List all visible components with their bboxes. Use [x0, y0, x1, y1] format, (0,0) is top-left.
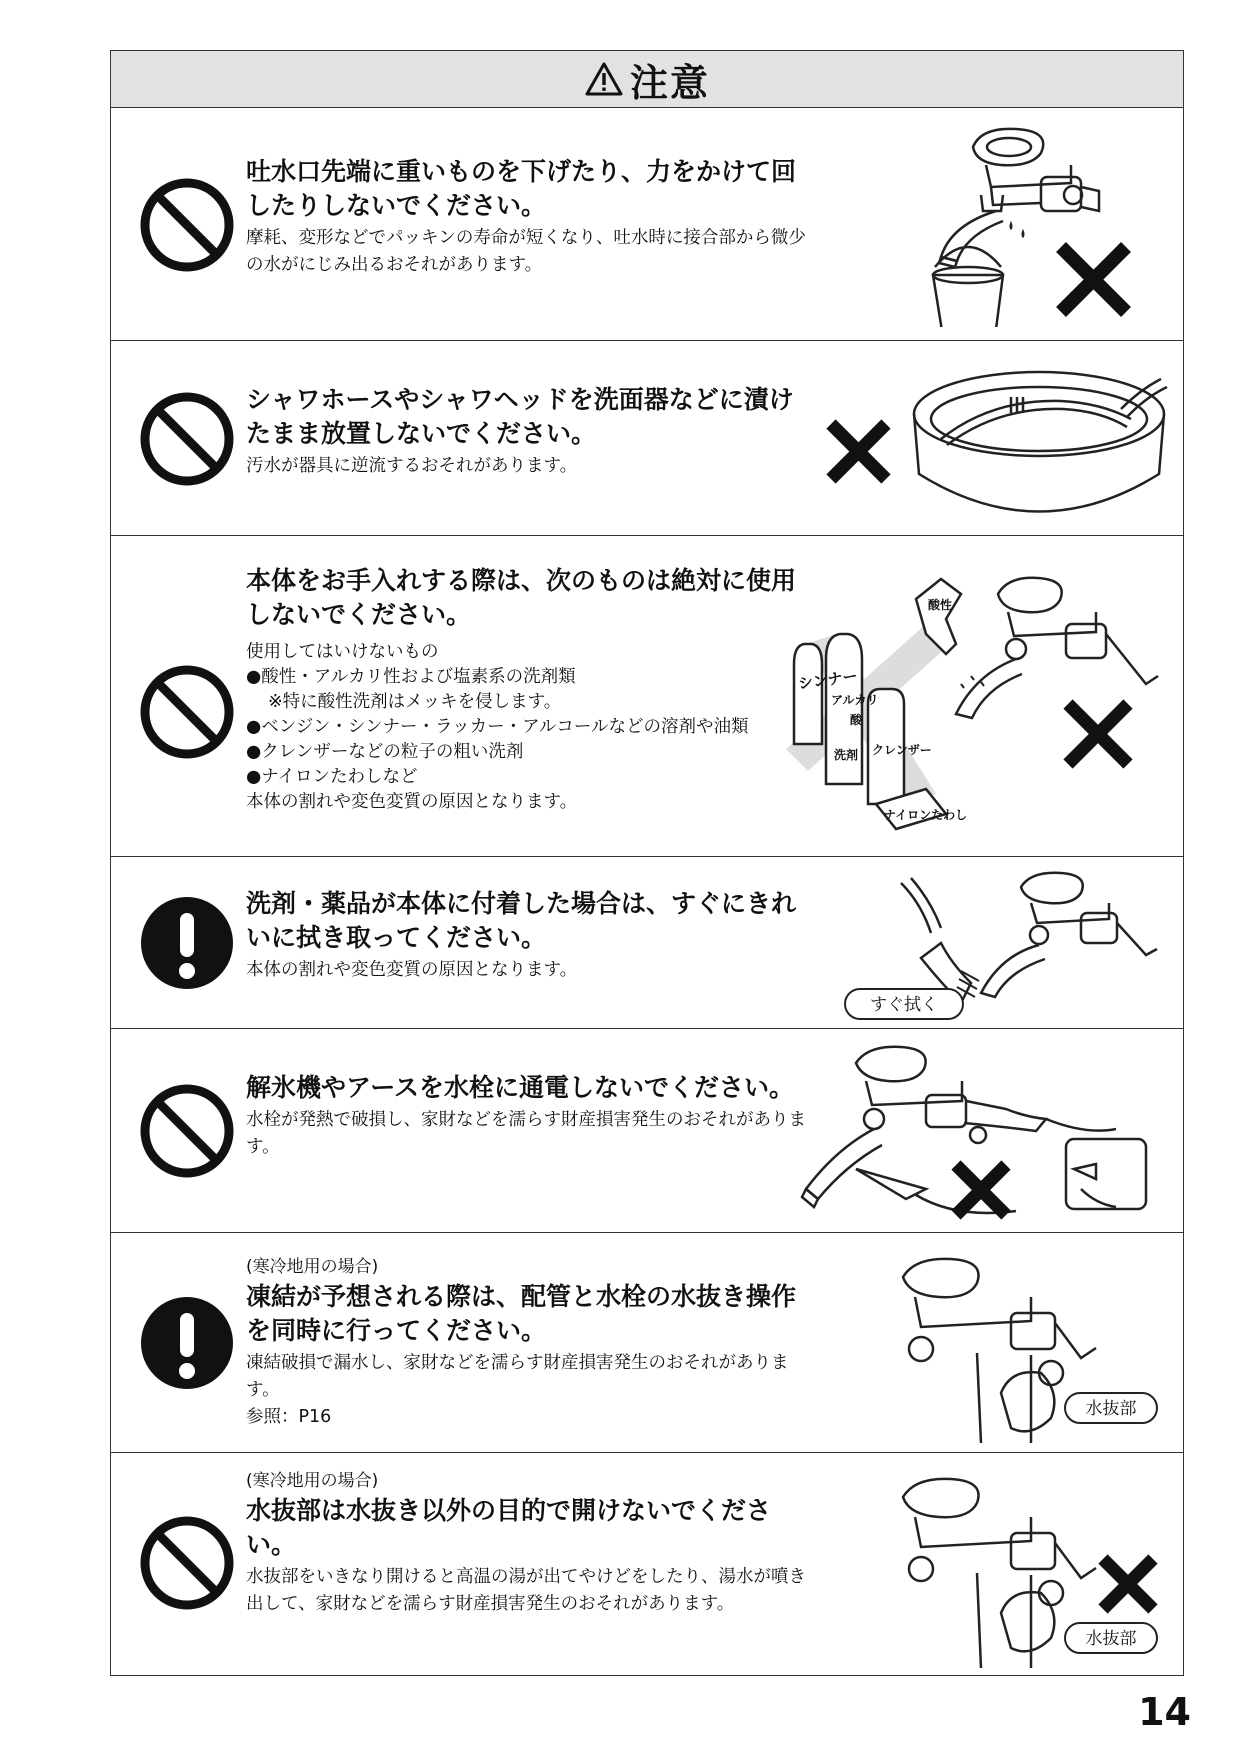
page-number: 14	[1138, 1690, 1191, 1734]
wipe-faucet-illustration	[841, 863, 1171, 1023]
caution-header	[111, 51, 1183, 108]
drain-valve-tag: 水抜部	[1085, 1399, 1137, 1419]
drain-valve-illustration	[881, 1243, 1171, 1443]
list-note: ※特に酸性洗剤はメッキを侵します。	[268, 692, 562, 712]
nylon-scrubber-label: ナイロンたわし	[884, 808, 968, 822]
caution-item-4	[111, 857, 1183, 1029]
item-note: 本体の割れや変色変質の原因となります。	[246, 960, 578, 980]
prohibition-icon	[139, 1083, 235, 1179]
caution-frame	[110, 50, 1184, 1676]
list-intro: 使用してはいけないもの	[246, 642, 439, 662]
item-note: 汚水が器具に逆流するおそれがあります。	[246, 456, 578, 476]
mandatory-action-icon	[139, 1295, 235, 1391]
warning-triangle-icon	[584, 61, 624, 97]
faucet-with-bucket-illustration	[921, 117, 1171, 327]
item-heading: 凍結が予想される際は、配管と水栓の水抜き操作を同時に行ってください。	[246, 1282, 797, 1345]
caution-item-3	[111, 536, 1183, 857]
mandatory-action-icon	[139, 895, 235, 991]
caution-item-7	[111, 1453, 1183, 1677]
caution-item-6	[111, 1233, 1183, 1453]
prohibition-icon	[139, 664, 235, 760]
item-note: 水栓が発熱で破損し、家財などを濡らす財産損害発生のおそれがあります。	[246, 1110, 806, 1157]
prohibition-icon	[139, 391, 235, 487]
shower-hose-in-basin-illustration	[801, 359, 1171, 529]
list-item: ●酸性・アルカリ性および塩素系の洗剤類	[246, 667, 576, 687]
forbidden-cleaners-illustration	[776, 564, 1171, 834]
cold-region-note: (寒冷地用の場合)	[246, 1257, 379, 1277]
prohibition-icon	[139, 1515, 235, 1611]
item-note: 摩耗、変形などでパッキンの寿命が短くなり、吐水時に接合部から微少の水がにじみ出るおそれがあります。	[246, 228, 806, 275]
item-heading: 吐水口先端に重いものを下げたり、力をかけて回したりしないでください。	[246, 157, 797, 220]
page-reference: 参照：P16	[246, 1407, 332, 1427]
item-note: 凍結破損で漏水し、家財などを濡らす財産損害発生のおそれがあります。	[246, 1353, 789, 1400]
alkali-label: アルカリ	[831, 693, 879, 707]
item-note: 水抜部をいきなり開けると高温の湯が出てやけどをしたり、湯水が噴き出して、家財などを濡らす財産損害発生のおそれがあります。	[246, 1567, 806, 1614]
list-item: ●クレンザーなどの粒子の粗い洗剤	[246, 742, 524, 762]
item-heading: 洗剤・薬品が本体に付着した場合は、すぐにきれいに拭き取ってください。	[246, 889, 797, 952]
list-item: ●ベンジン・シンナー・ラッカー・アルコールなどの溶剤や油類	[246, 717, 749, 737]
item-heading: 水抜部は水抜き以外の目的で開けないでください。	[246, 1496, 772, 1559]
acid-label: 酸	[850, 713, 863, 727]
thinner-label: シンナー	[797, 666, 859, 693]
cleanser-label: クレンザー	[872, 743, 932, 757]
item-heading: シャワホースやシャワヘッドを洗面器などに漬けたまま放置しないでください。	[246, 385, 794, 448]
item-heading: 解氷機やアースを水栓に通電しないでください。	[246, 1073, 795, 1102]
acid-bottle-label: 酸性	[928, 598, 953, 612]
deicer-clamp-illustration	[796, 1039, 1171, 1229]
list-item: ●ナイロンたわしなど	[246, 767, 418, 787]
cold-region-note: (寒冷地用の場合)	[246, 1471, 379, 1491]
caution-title: 注意	[629, 60, 710, 105]
detergent-label: 洗剤	[834, 748, 859, 762]
item-note: 本体の割れや変色変質の原因となります。	[246, 792, 578, 812]
caution-item-2	[111, 341, 1183, 536]
drain-valve-prohibited-illustration	[881, 1463, 1171, 1668]
caution-item-5	[111, 1029, 1183, 1233]
wipe-immediately-tag: すぐ拭く	[870, 995, 938, 1015]
caution-item-1	[111, 107, 1183, 341]
item-heading: 本体をお手入れする際は、次のものは絶対に使用しないでください。	[246, 566, 797, 629]
drain-valve-tag: 水抜部	[1085, 1629, 1137, 1649]
prohibition-icon	[139, 177, 235, 273]
